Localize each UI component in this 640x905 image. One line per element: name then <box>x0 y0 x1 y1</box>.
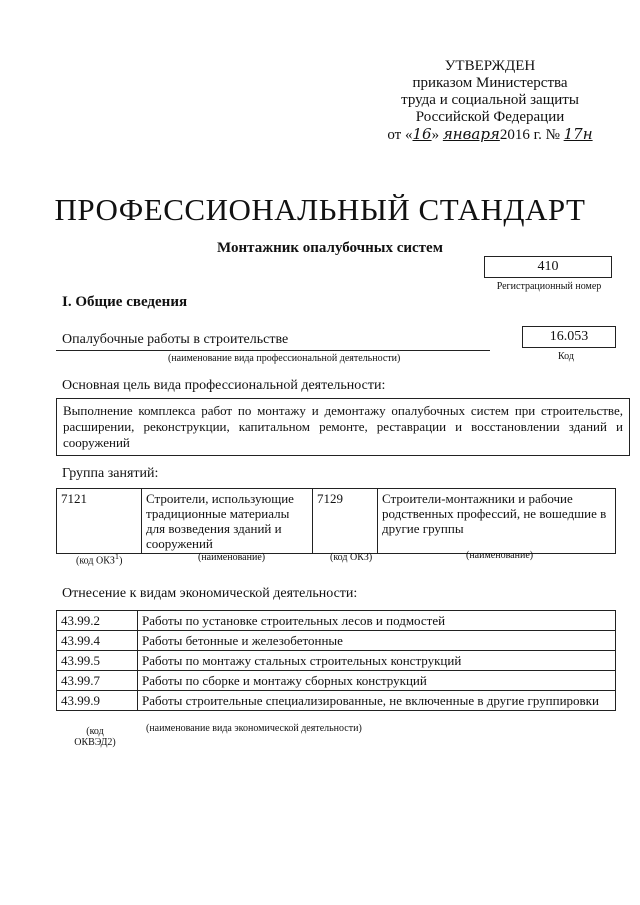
activity-code-box: 16.053 <box>522 326 616 348</box>
table-row <box>57 671 616 691</box>
registration-number-box: 410 <box>484 256 612 278</box>
okz-code-caption: (код ОКЗ$^1$) <box>76 552 123 567</box>
page-title: ПРОФЕССИОНАЛЬНЫЙ СТАНДАРТ <box>54 192 586 227</box>
approval-block <box>380 58 600 144</box>
okved-code-cell: 43.99.7 <box>57 671 138 691</box>
okz-name-caption-2: (наименование) <box>466 550 534 561</box>
okved-code-caption: (код ОКВЭД2) <box>74 726 116 748</box>
section-heading: I. Общие сведения <box>62 294 188 310</box>
activity-caption: (наименование вида профессиональной деятельности) <box>168 353 401 364</box>
okz-code-cell: 7121 <box>57 489 142 554</box>
approval-line: труда и социальной защиты <box>401 92 579 108</box>
approval-number: 17н <box>563 125 593 143</box>
table-row <box>57 691 616 711</box>
approval-line: приказом Министерства <box>412 75 568 91</box>
goal-label: Основная цель вида профессиональной деятельности: <box>62 378 386 393</box>
okz-code-cell: 7129 <box>313 489 378 554</box>
table-row <box>57 489 616 554</box>
approval-month: января <box>442 125 500 143</box>
approval-day: 16 <box>412 125 432 143</box>
okved-table <box>56 610 616 711</box>
okz-code-caption-2: (код ОКЗ) <box>330 552 373 563</box>
okved-label: Отнесение к видам экономической деятельности: <box>62 586 358 601</box>
table-row <box>57 611 616 631</box>
okved-code-cell: 43.99.9 <box>57 691 138 711</box>
occupation-groups-table <box>56 488 616 554</box>
code-caption: Код <box>558 351 574 362</box>
okved-code-cell: 43.99.2 <box>57 611 138 631</box>
okved-code-cell: 43.99.4 <box>57 631 138 651</box>
registration-number-label: Регистрационный номер <box>496 281 602 292</box>
goal-text-box: Выполнение комплекса работ по монтажу и демонтажу опалубочных систем при строительстве, расширении, реконструкции, капитальном ремонте, реставрации и восстановлении зданий и сооружений <box>56 398 630 456</box>
table-row <box>57 631 616 651</box>
okved-name-cell: Работы по сборке и монтажу сборных конструкций <box>138 671 616 691</box>
okved-name-cell: Работы по установке строительных лесов и подмостей <box>138 611 616 631</box>
okz-name-cell: Строители-монтажники и рабочие родственных профессий, не вошедшие в другие группы <box>378 489 616 554</box>
occupation-group-label: Группа занятий: <box>62 466 159 481</box>
activity-name: Опалубочные работы в строительстве <box>62 332 289 347</box>
okved-name-cell: Работы по монтажу стальных строительных конструкций <box>138 651 616 671</box>
okz-name-caption: (наименование) <box>198 552 266 563</box>
okz-name-cell: Строители, использующие традиционные материалы для возведения зданий и сооружений <box>142 489 313 554</box>
standard-name: Монтажник опалубочных систем <box>217 240 443 256</box>
okved-code-cell: 43.99.5 <box>57 651 138 671</box>
okved-name-caption: (наименование вида экономической деятельности) <box>146 723 362 734</box>
okved-name-cell: Работы бетонные и железобетонные <box>138 631 616 651</box>
okved-name-cell: Работы строительные специализированные, не включенные в другие группировки <box>138 691 616 711</box>
approval-line: Российской Федерации <box>415 109 565 125</box>
approval-date-line: от «16» января2016 г. № 17н <box>387 125 593 143</box>
divider <box>56 350 490 351</box>
approval-title: УТВЕРЖДЕН <box>444 58 536 74</box>
table-row <box>57 651 616 671</box>
